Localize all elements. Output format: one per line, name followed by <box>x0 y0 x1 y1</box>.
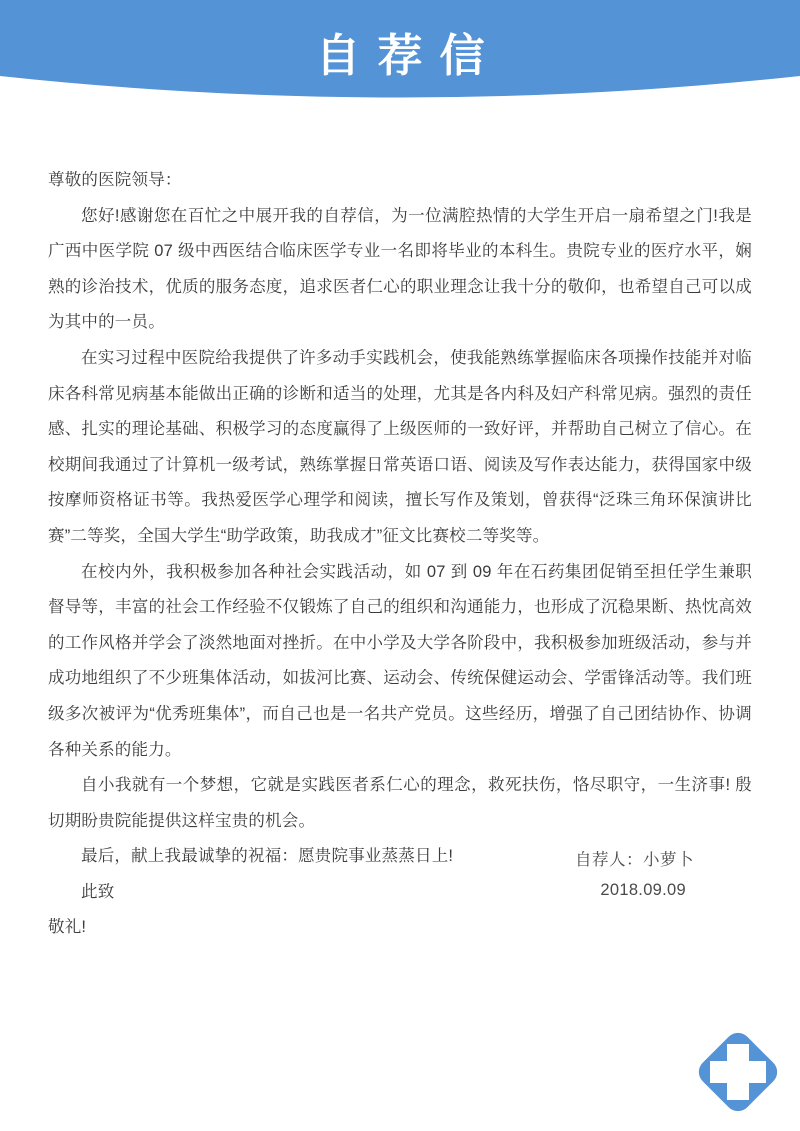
medical-cross-icon <box>688 1022 788 1122</box>
signature-block <box>48 845 752 905</box>
medical-cross-logo <box>688 1022 788 1122</box>
header-banner <box>0 0 800 115</box>
closing-jing-li: 敬礼! <box>48 918 87 937</box>
signer-name-line: 自荐人：小萝卜 <box>575 851 694 869</box>
signature-date: 2018.09.09 <box>600 881 686 899</box>
letter-body <box>48 163 752 946</box>
letter-paragraph-1: 您好!感谢您在百忙之中展开我的自荐信，为一位满腔热情的大学生开启一扇希望之门!我是广西中医学院 07 级中西医结合临床医学专业一名即将毕业的本科生。贵院专业的医疗水平，娴熟的诊治技术，优质的服务态度，追求医者仁心的职业理念让我十分的敬仰，也希望自己可以成为其中的一员。 <box>48 206 752 332</box>
letter-paragraph-4: 自小我就有一个梦想，它就是实践医者系仁心的理念，救死扶伤，恪尽职守，一生济事! 殷切期盼贵院能提供这样宝贵的机会。 <box>48 776 752 830</box>
letter-paragraph-3: 在校内外，我积极参加各种社会实践活动，如 07 到 09 年在石药集团促销至担任学生兼职督导等，丰富的社会工作经验不仅锻炼了自己的组织和沟通能力，也形成了沉稳果断、热忱高效的工作风格并学会了淡然地面对挫折。在中小学及大学各阶段中，我积极参加班级活动，参与并成功地组织了不少班集体活动，如拔河比赛、运动会、传统保健运动会、学雷锋活动等。我们班级多次被评为“优秀班集体”，而自己也是一名共产党员。这些经历，增强了自己团结协作、协调各种关系的能力。 <box>48 562 752 759</box>
page-title: 自荐信 <box>315 30 502 81</box>
closing-ci-zhi: 此致 <box>81 882 115 901</box>
letter-paragraph-2: 在实习过程中医院给我提供了许多动手实践机会，使我能熟练掌握临床各项操作技能并对临床各科常见病基本能做出正确的诊断和适当的处理，尤其是各内科及妇产科常见病。强烈的责任感、扎实的理论基础、积极学习的态度赢得了上级医师的一致好评，并帮助自己树立了信心。在校期间我通过了计算机一级考试，熟练掌握日常英语口语、阅读及写作表达能力，获得国家中级按摩师资格证书等。我热爱医学心理学和阅读，擅长写作及策划，曾获得“泛珠三角环保演讲比赛”二等奖，全国大学生“助学政策，助我成才”征文比赛校二等奖等。 <box>48 348 752 545</box>
letter-paragraph-5: 最后，献上我最诚挚的祝福：愿贵院事业蒸蒸日上! <box>81 847 454 866</box>
salutation: 尊敬的医院领导： <box>48 171 182 189</box>
